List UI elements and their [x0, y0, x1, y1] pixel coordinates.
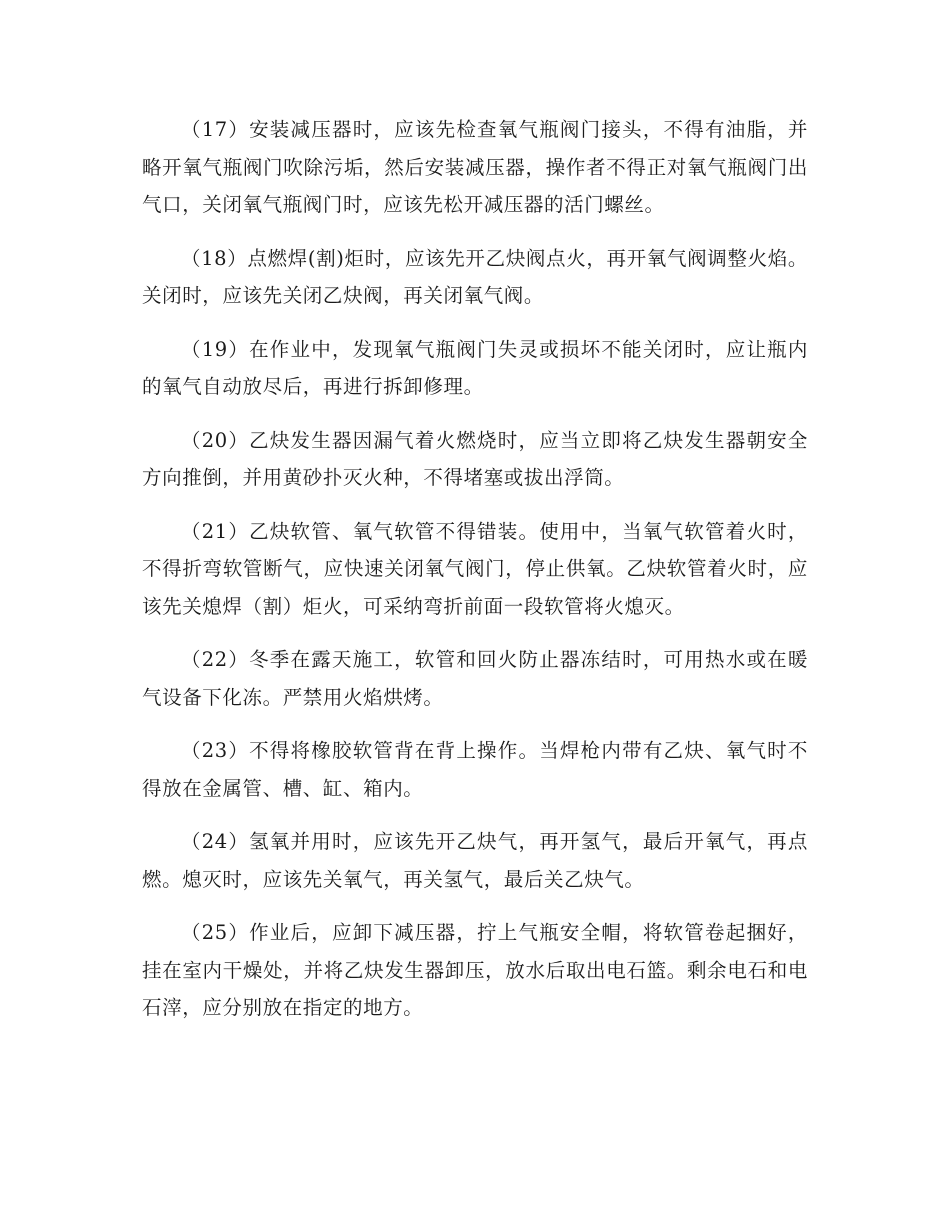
document-body [142, 111, 808, 1043]
paragraph-25: （25）作业后，应卸下减压器，拧上气瓶安全帽，将软管卷起捆好，挂在室内干燥处，并将乙炔发生器卸压，放水后取出电石篮。剩余电石和电石滓，应分别放在指定的地方。 [142, 921, 808, 1019]
paragraph-18: （18）点燃焊(割)炬时，应该先开乙炔阀点火，再开氧气阀调整火焰。关闭时，应该先关闭乙炔阀，再关闭氧气阀。 [142, 246, 808, 307]
paragraph-23: （23）不得将橡胶软管背在背上操作。当焊枪内带有乙炔、氧气时不得放在金属管、槽、缸、箱内。 [142, 739, 808, 800]
paragraph-24: （24）氢氧并用时，应该先开乙炔气，再开氢气，最后开氧气，再点燃。熄灭时，应该先关氧气，再关氢气，最后关乙炔气。 [142, 830, 808, 891]
paragraph-21: （21）乙炔软管、氧气软管不得错装。使用中，当氧气软管着火时，不得折弯软管断气，应快速关闭氧气阀门，停止供氧。乙炔软管着火时，应该先关熄焊（割）炬火，可采纳弯折前面一段软管将火熄灭。 [142, 519, 808, 618]
paragraph-22: （22）冬季在露天施工，软管和回火防止器冻结时，可用热水或在暖气设备下化冻。严禁用火焰烘烤。 [142, 648, 808, 709]
paragraph-19: （19）在作业中，发现氧气瓶阀门失灵或损坏不能关闭时，应让瓶内的氧气自动放尽后，再进行拆卸修理。 [142, 337, 808, 398]
paragraph-20: （20）乙炔发生器因漏气着火燃烧时，应当立即将乙炔发生器朝安全方向推倒，并用黄砂扑灭火种，不得堵塞或拔出浮筒。 [142, 428, 808, 489]
paragraph-17: （17）安装减压器时，应该先检查氧气瓶阀门接头，不得有油脂，并略开氧气瓶阀门吹除污垢，然后安装减压器，操作者不得正对氧气瓶阀门出气口，关闭氧气瓶阀门时，应该先松开减压器的活门螺丝。 [142, 118, 808, 216]
